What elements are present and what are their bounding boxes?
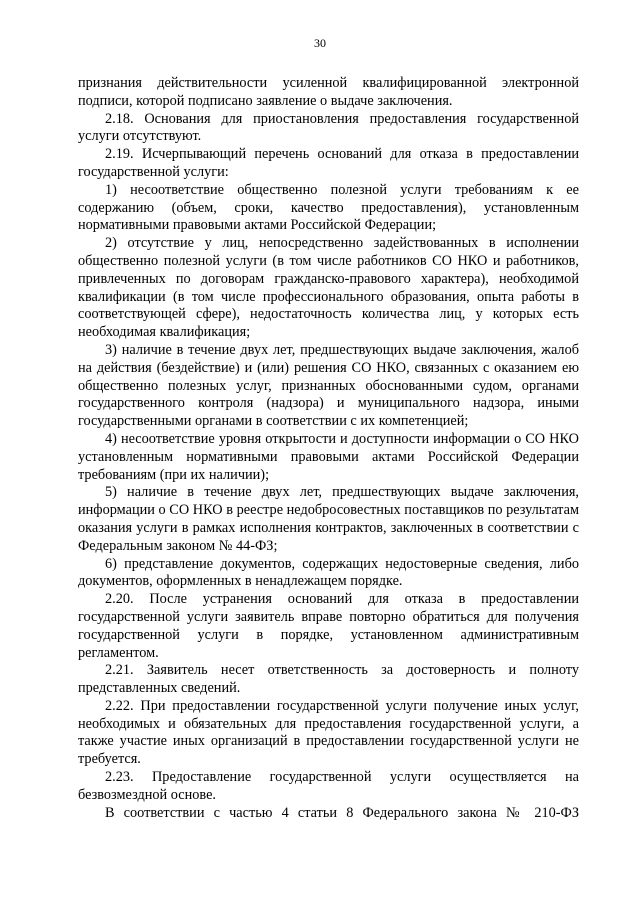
list-item-1: 1) несоответствие общественно полезной услуги требованиям к ее содержанию (объем, сроки, качество предоставления), установленным нормативными правовыми актами Российской Федерации; <box>78 181 579 234</box>
page-number: 30 <box>314 36 326 50</box>
paragraph-2-20: 2.20. После устранения оснований для отказа в предоставлении государственной услуги заявитель вправе повторно обратиться для получения государственной услуги в порядке, установленном административным регламентом. <box>78 591 579 661</box>
paragraph-2-21: 2.21. Заявитель несет ответственность за достоверность и полноту представленных сведений. <box>78 662 579 697</box>
paragraph-2-19: 2.19. Исчерпывающий перечень оснований для отказа в предоставлении государственной услуги: <box>78 146 579 180</box>
paragraph-continuation: признания действительности усиленной квалифицированной электронной подписи, которой подписано заявление о выдаче заключения. <box>78 75 579 109</box>
paragraph-final: В соответствии с частью 4 статьи 8 Федерального закона № 210-ФЗ <box>105 804 579 821</box>
document-body <box>78 75 579 822</box>
paragraph-2-22: 2.22. При предоставлении государственной услуги получение иных услуг, необходимых и обязательных для предоставления государственной услуги, а также участие иных организаций в предоставлении государственной услуги не требуется. <box>78 697 579 768</box>
list-item-5: 5) наличие в течение двух лет, предшествующих выдаче заключения, информации о СО НКО в реестре недобросовестных поставщиков по результатам оказания услуги в рамках исполнения контрактов, заключенных в соответствии с Федеральным законом № 44-ФЗ; <box>78 484 579 554</box>
paragraph-2-18: 2.18. Основания для приостановления предоставления государственной услуги отсутствуют. <box>78 110 579 145</box>
list-item-3: 3) наличие в течение двух лет, предшествующих выдаче заключения, жалоб на действия (бездействие) и (или) решения СО НКО, связанных с оказанием ею общественно полезных услуг, признанных обоснованными судом, органами государственного контроля (надзора) и муниципального надзора, иными государственными органами в соответствии с их компетенцией; <box>78 341 579 430</box>
list-item-2: 2) отсутствие у лиц, непосредственно задействованных в исполнении общественно полезной услуги (в том числе работников СО НКО и работников, привлеченных по договорам гражданско-правового характера), необходимой квалификации (в том числе профессионального образования, опыта работы в соответствующей сфере), недостаточность количества лиц, у которых есть необходимая квалификация; <box>78 235 579 341</box>
list-item-4: 4) несоответствие уровня открытости и доступности информации о СО НКО установленным нормативными правовыми актами Российской Федерации требованиям (при их наличии); <box>78 430 579 483</box>
paragraph-2-23: 2.23. Предоставление государственной услуги осуществляется на безвозмездной основе. <box>78 769 579 803</box>
list-item-6: 6) представление документов, содержащих недостоверные сведения, либо документов, оформленных в ненадлежащем порядке. <box>78 555 579 590</box>
